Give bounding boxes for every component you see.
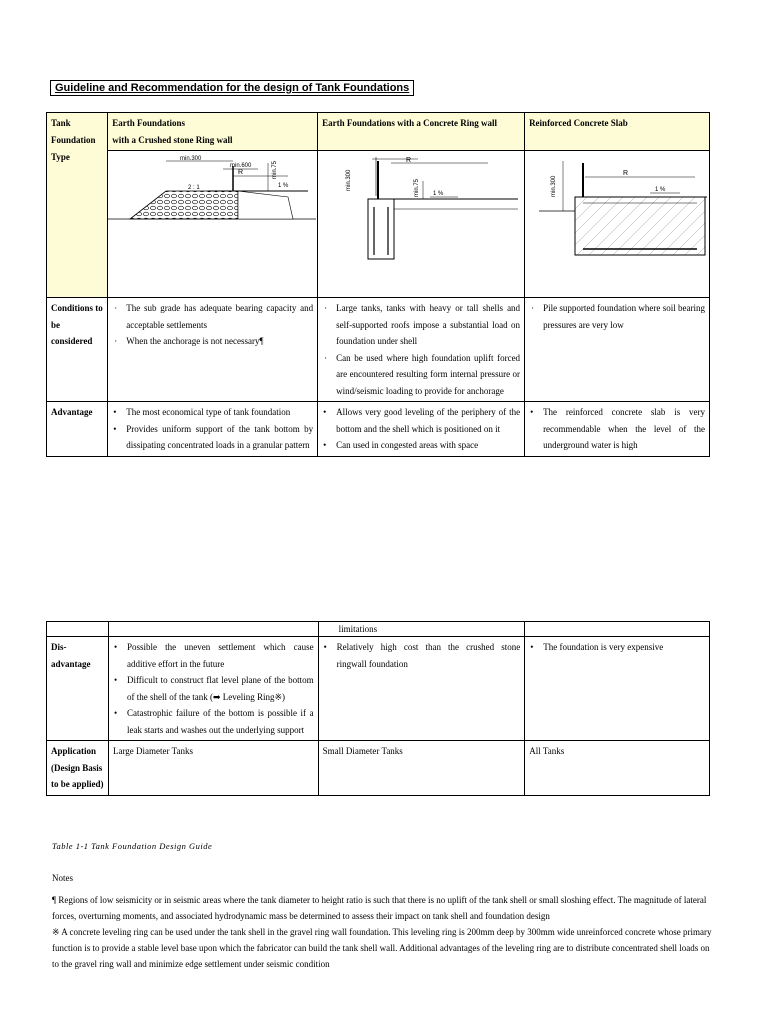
slope-label: 1 % bbox=[278, 183, 289, 189]
list-item: • The most economical type of tank foundation bbox=[112, 404, 313, 421]
advantage-col3 bbox=[525, 402, 710, 457]
continuation-text bbox=[318, 622, 525, 637]
list-item: · The sub grade has adequate bearing capacity and acceptable settlements bbox=[112, 300, 313, 333]
continuation-row bbox=[47, 622, 710, 637]
header-col1-line2: with a Crushed stone Ring wall bbox=[112, 134, 233, 145]
advantage-col2 bbox=[318, 402, 525, 457]
disadvantage-col1 bbox=[108, 637, 318, 741]
table-header-row bbox=[47, 113, 710, 151]
radius-label: R bbox=[238, 169, 244, 176]
row-label-foundation-type: Tank Foundation Type bbox=[47, 113, 108, 298]
concrete-ringwall-diagram bbox=[318, 151, 523, 261]
list-item: • Relatively high cost than the crushed stone ringwall foundation bbox=[323, 639, 521, 672]
diagram-row bbox=[47, 151, 710, 298]
advantage-col1 bbox=[108, 402, 318, 457]
list-item: · Large tanks, tanks with heavy or tall shells and self-supported roofs impose a substantial load on foundation under shell bbox=[322, 300, 520, 350]
dim-label-a: min.300 bbox=[180, 156, 202, 162]
diagram-cell-3 bbox=[525, 151, 710, 298]
document-heading: Guideline and Recommendation for the design of Tank Foundations bbox=[50, 80, 414, 96]
list-item: • Catastrophic failure of the bottom is possible if a leak starts and washes out the underlying support bbox=[113, 705, 314, 738]
crushed-stone-ringwall-diagram bbox=[108, 151, 316, 251]
list-item: • Can used in congested areas with space bbox=[322, 437, 520, 454]
conditions-col2 bbox=[318, 298, 525, 402]
dim-label-a: min.300 bbox=[551, 175, 558, 197]
continuation-label: limitations bbox=[338, 624, 378, 634]
foundation-table-part1 bbox=[46, 112, 710, 457]
conditions-row bbox=[47, 298, 710, 402]
disadvantage-row bbox=[47, 637, 710, 741]
list-item: • Difficult to construct flat level plane of the bottom of the shell of the tank (➡ Leveling Ring※) bbox=[113, 672, 314, 705]
diagram-cell-1 bbox=[108, 151, 318, 298]
list-item: • Provides uniform support of the tank bottom by dissipating concentrated loads in a granular pattern bbox=[112, 421, 313, 454]
foundation-table-part2 bbox=[46, 621, 710, 796]
disadvantage-col2 bbox=[318, 637, 525, 741]
list-item: • The reinforced concrete slab is very recommendable when the level of the underground water is high bbox=[529, 404, 705, 454]
header-earth-crushed-stone bbox=[108, 113, 318, 151]
list-item: · Pile supported foundation where soil bearing pressures are very low bbox=[529, 300, 705, 333]
slope-label: 1 % bbox=[655, 187, 666, 193]
dim-label-c: min.75 bbox=[272, 160, 279, 179]
slope-label: 1 % bbox=[433, 191, 444, 197]
row-label-disadvantage: Dis-advantage bbox=[47, 637, 109, 741]
header-reinforced-slab: Reinforced Concrete Slab bbox=[525, 113, 710, 151]
row-label-conditions: Conditions to be considered bbox=[47, 298, 108, 402]
radius-label: R bbox=[406, 157, 412, 164]
header-concrete-ring-wall: Earth Foundations with a Concrete Ring wall bbox=[318, 113, 525, 151]
radius-label: R bbox=[623, 170, 629, 177]
note-2: ※ A concrete leveling ring can be used under the tank shell in the gravel ring wall foundation. This leveling ring is 200mm deep by 300mm wide unreinforced concrete whose primary function is to provide a stable level base upon which the fabricator can build the tank shell wall. Additional advantages of the leveling ring are to distribute concentrated shell loads on to the gravel ring wall and minimize edge settlement under seismic condition bbox=[52, 927, 712, 969]
list-item: · When the anchorage is not necessary¶ bbox=[112, 333, 313, 350]
note-1: ¶ Regions of low seismicity or in seismic areas where the tank diameter to height ratio is such that there is no uplift of the tank shell or small sloshing effect. The magnitude of lateral forces, overturning moments, and associated hydrodynamic mass be determined to assess their impact on tank shell and foundation design bbox=[52, 895, 707, 921]
list-item: • The foundation is very expensive bbox=[529, 639, 705, 656]
list-item: • Allows very good leveling of the periphery of the bottom and the shell which is positioned on it bbox=[322, 404, 520, 437]
list-item: · Can be used where high foundation uplift forced are encountered resulting form internal pressure or wind/seismic loading to provide for anchorage bbox=[322, 350, 520, 400]
application-col1: Large Diameter Tanks bbox=[108, 741, 318, 796]
advantage-row bbox=[47, 402, 710, 457]
reinforced-slab-diagram bbox=[525, 151, 708, 261]
conditions-col1 bbox=[108, 298, 318, 402]
disadvantage-col3 bbox=[525, 637, 710, 741]
list-item: • Possible the uneven settlement which cause additive effort in the future bbox=[113, 639, 314, 672]
notes-section bbox=[52, 870, 717, 972]
application-col3: All Tanks bbox=[525, 741, 710, 796]
diagram-cell-2 bbox=[318, 151, 525, 298]
empty-cell bbox=[47, 622, 109, 637]
header-col1-line1: Earth Foundations bbox=[112, 118, 186, 128]
application-col2: Small Diameter Tanks bbox=[318, 741, 525, 796]
row-label-advantage: Advantage bbox=[47, 402, 108, 457]
dim-label-a: min.300 bbox=[346, 169, 353, 191]
dim-label-b: min.75 bbox=[414, 178, 421, 197]
notes-title: Notes bbox=[52, 873, 73, 883]
row-label-application: Application (Design Basis to be applied) bbox=[47, 741, 109, 796]
empty-cell bbox=[525, 622, 710, 637]
conditions-col3 bbox=[525, 298, 710, 402]
empty-cell bbox=[108, 622, 318, 637]
table-caption: Table 1-1 Tank Foundation Design Guide bbox=[52, 841, 213, 851]
dim-label-b: min.600 bbox=[230, 163, 252, 169]
slope-ratio-label: 2 : 1 bbox=[188, 185, 200, 191]
application-row bbox=[47, 741, 710, 796]
